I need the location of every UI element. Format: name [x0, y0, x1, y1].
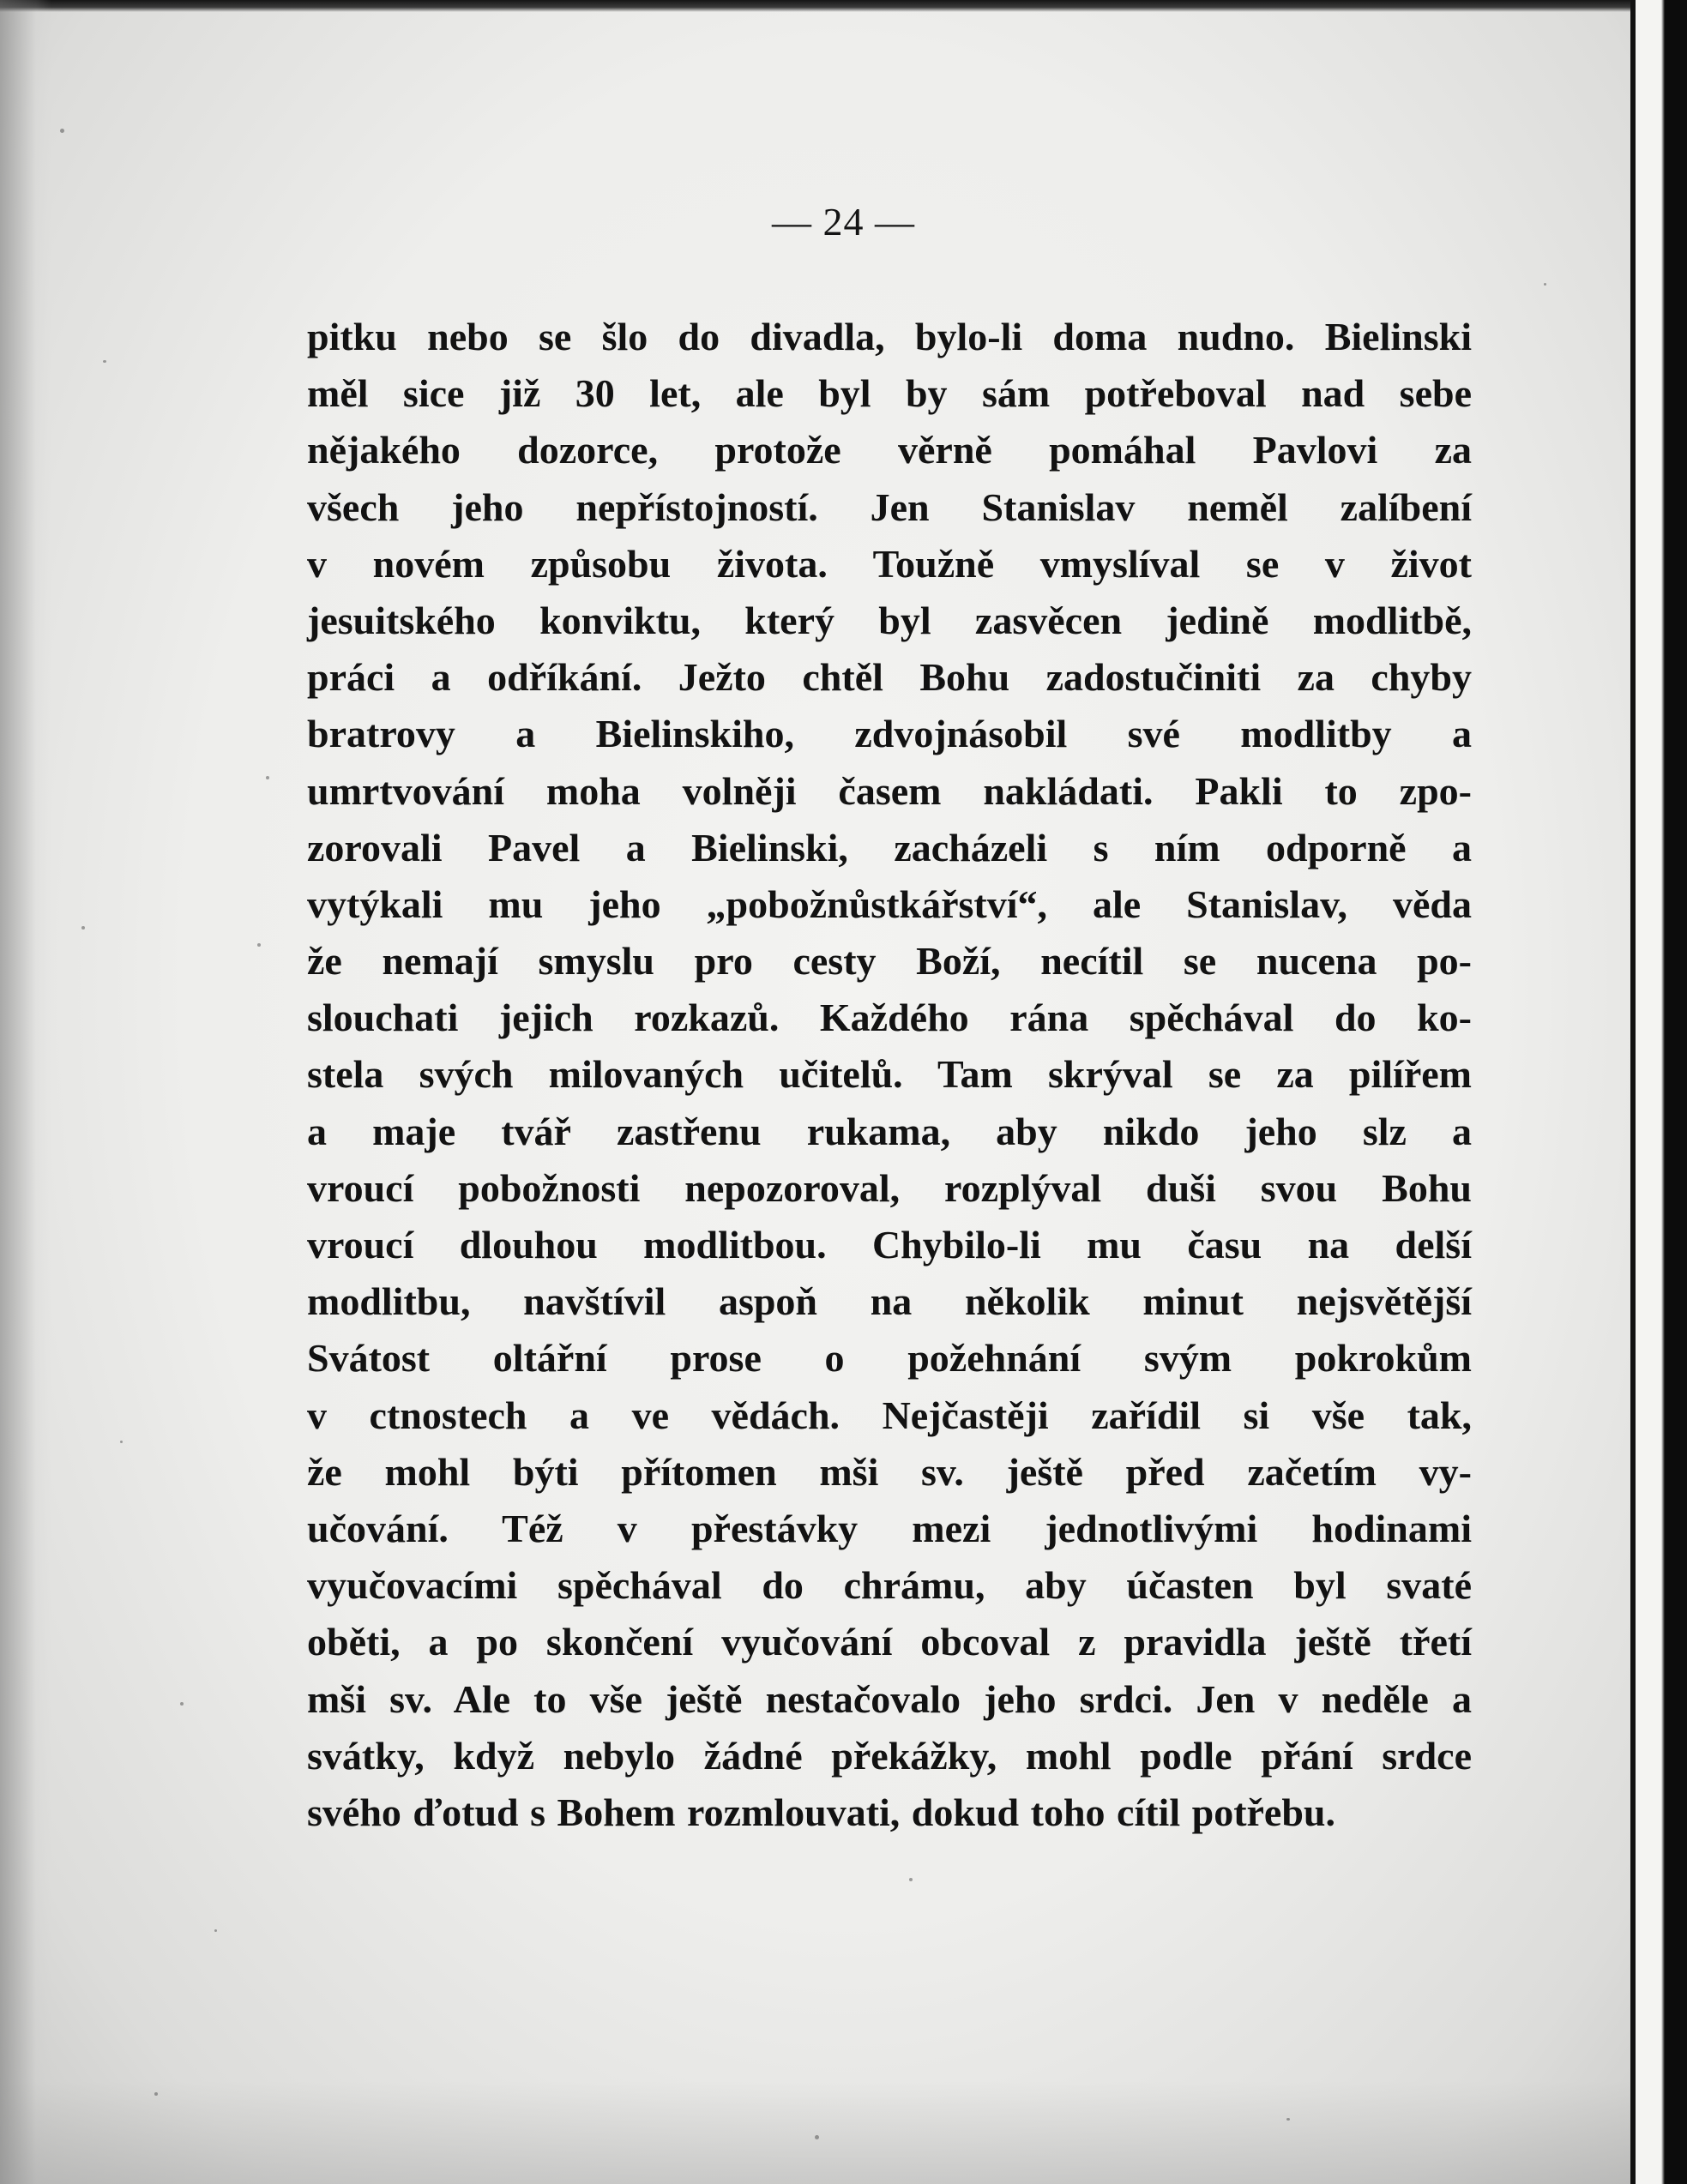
text-line-last: svého ďotud s Bohem rozmlouvati, dokud toho cítil potřebu.	[307, 1790, 1336, 1834]
text-line: slouchati jejich rozkazů. Každého rána spěchával do ko-	[307, 996, 1472, 1040]
scan-border-right	[1636, 0, 1687, 2184]
text-line: všech jeho nepřístojností. Jen Stanislav neměl zalíbení	[307, 484, 1472, 529]
text-line: měl sice již 30 let, ale byl by sám potřeboval nad sebe	[307, 371, 1472, 416]
scan-border-top	[0, 0, 1687, 12]
text-line: pitku nebo se šlo do divadla, bylo-li doma nudno. Bielinski	[307, 315, 1472, 358]
text-line: v ctnostech a ve vědách. Nejčastěji zařídil si vše tak,	[307, 1393, 1472, 1437]
text-line: umrtvování moha volněji časem nakládati. Pakli to zpo-	[307, 768, 1472, 813]
text-line: zorovali Pavel a Bielinski, zacházeli s ním odporně a	[307, 825, 1472, 869]
text-line: vroucí dlouhou modlitbou. Chybilo-li mu času na delší	[307, 1223, 1472, 1266]
text-line: že nemají smyslu pro cesty Boží, necítil se nucena po-	[307, 939, 1472, 984]
text-line: jesuitského konviktu, který byl zasvěcen jedině modlitbě,	[307, 598, 1472, 642]
text-line: stela svých milovaných učitelů. Tam skrýval se za pilířem	[307, 1052, 1472, 1097]
text-line: bratrovy a Bielinskiho, zdvojnásobil své modlitby a	[307, 712, 1472, 756]
page-number: — 24 —	[772, 200, 915, 244]
text-line: oběti, a po skončení vyučování obcoval z pravidla ještě třetí	[307, 1620, 1472, 1664]
text-line: svátky, když nebylo žádné překážky, mohl podle přání srdce	[307, 1733, 1472, 1778]
text-line: vyučovacími spěchával do chrámu, aby účasten byl svaté	[307, 1563, 1472, 1608]
text-line: učování. Též v přestávky mezi jednotlivými hodinami	[307, 1506, 1472, 1550]
scan-shadow-left	[0, 0, 51, 2184]
text-line: práci a odříkání. Ježto chtěl Bohu zadostučiniti za chyby	[307, 655, 1472, 700]
text-line: vytýkali mu jeho „pobožnůstkářství“, ale Stanislav, věda	[307, 881, 1472, 926]
scan-shadow-bottom	[0, 2081, 1687, 2184]
text-line: v novém způsobu života. Toužně vmyslíval se v život	[307, 541, 1472, 586]
text-line: a maje tvář zastřenu rukama, aby nikdo jeho slz a	[307, 1109, 1472, 1153]
text-line: modlitbu, navštívil aspoň na několik minut nejsvětější	[307, 1279, 1472, 1324]
text-line: vroucí pobožnosti nepozoroval, rozplýval duši svou Bohu	[307, 1165, 1472, 1210]
text-line: že mohl býti přítomen mši sv. ještě před začetím vy-	[307, 1449, 1472, 1494]
body-text	[307, 309, 1472, 1841]
text-line: mši sv. Ale to vše ještě nestačovalo jeho srdci. Jen v neděle a	[307, 1676, 1472, 1721]
text-line: nějakého dozorce, protože věrně pomáhal Pavlovi za	[307, 428, 1472, 472]
text-line: Svátost oltářní prose o požehnání svým pokrokům	[307, 1336, 1472, 1381]
